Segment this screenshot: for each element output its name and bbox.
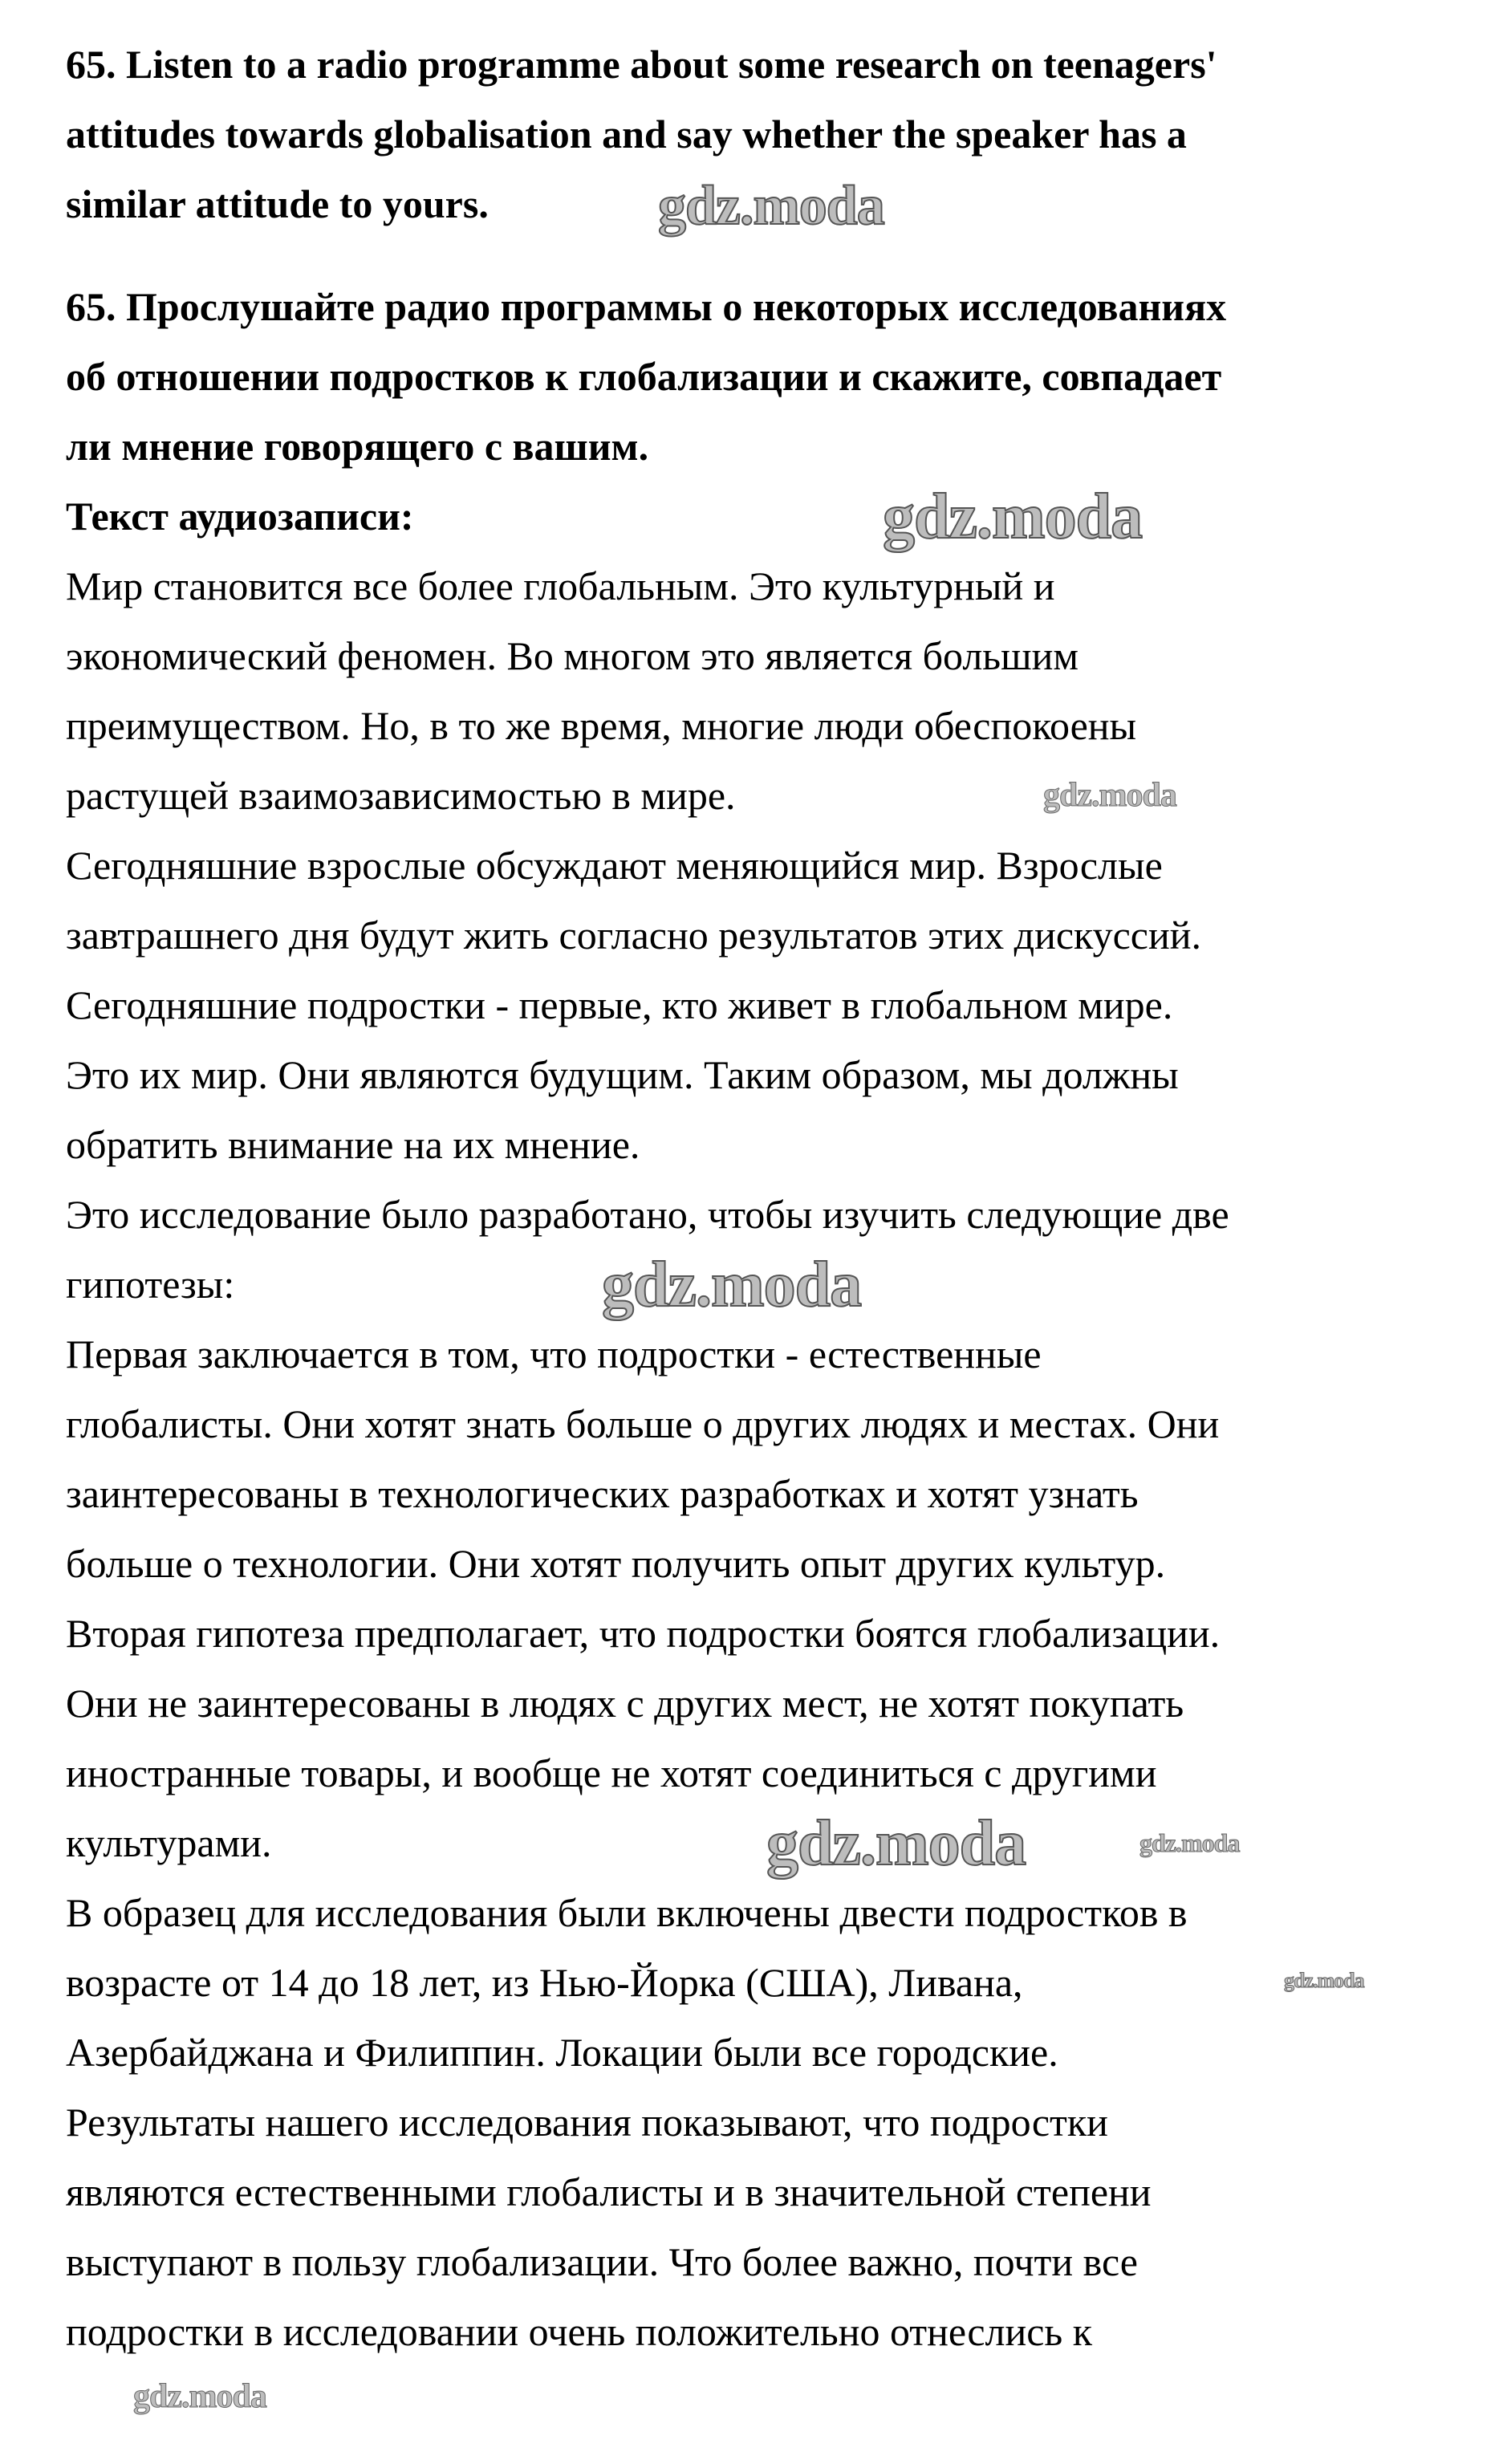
watermark: gdz.moda	[602, 1250, 862, 1320]
transcript-line: Это исследование было разработано, чтобы изучить следующие две	[66, 1192, 1229, 1237]
transcript-line: больше о технологии. Они хотят получить опыт других культур.	[66, 1541, 1166, 1586]
transcript-line: преимуществом. Но, в то же время, многие люди обеспокоены	[66, 703, 1137, 748]
task-en-line: similar attitude to yours.	[66, 181, 489, 226]
transcript-line: иностранные товары, и вообще не хотят соединиться с другими	[66, 1750, 1157, 1795]
transcript-heading: Текст аудиозаписи:	[66, 494, 414, 539]
transcript-line: экономический феномен. Во многом это является большим	[66, 633, 1079, 678]
watermark: gdz.moda	[1284, 1969, 1364, 1992]
watermark: gdz.moda	[133, 2378, 266, 2415]
transcript-line: гипотезы:	[66, 1262, 235, 1307]
transcript-line: заинтересованы в технологических разработках и хотят узнать	[66, 1471, 1139, 1516]
transcript-line: Мир становится все более глобальным. Это культурный и	[66, 563, 1055, 608]
document-page	[66, 30, 1229, 2367]
watermark: gdz.moda	[1043, 777, 1176, 814]
transcript-line: Первая заключается в том, что подростки - естественные	[66, 1332, 1042, 1376]
transcript-line: завтрашнего дня будут жить согласно результатов этих дискуссий.	[66, 913, 1202, 958]
transcript-line: В образец для исследования были включены двести подростков в	[66, 1890, 1188, 1935]
transcript-line: являются естественными глобалисты и в значительной степени	[66, 2169, 1152, 2214]
watermark: gdz.moda	[766, 1808, 1026, 1879]
transcript-line: Сегодняшние взрослые обсуждают меняющийся мир. Взрослые	[66, 843, 1163, 888]
transcript-line: Результаты нашего исследования показывают, что подростки	[66, 2100, 1108, 2145]
task-ru-line: ли мнение говорящего с вашим.	[66, 424, 649, 469]
transcript-line: глобалисты. Они хотят знать больше о других людях и местах. Они	[66, 1401, 1220, 1446]
watermark: gdz.moda	[883, 482, 1143, 552]
transcript-line: подростки в исследовании очень положительно отнеслись к	[66, 2309, 1093, 2354]
transcript-line: Вторая гипотеза предполагает, что подростки боятся глобализации.	[66, 1611, 1221, 1656]
transcript-line: Сегодняшние подростки - первые, кто живет в глобальном мире.	[66, 982, 1173, 1027]
task-ru-line: об отношении подростков к глобализации и скажите, совпадает	[66, 354, 1222, 399]
watermark: gdz.moda	[1139, 1828, 1240, 1857]
transcript-line: выступают в пользу глобализации. Что более важно, почти все	[66, 2239, 1138, 2284]
task-ru-line: 65. Прослушайте радио программы о некоторых исследованиях	[66, 284, 1227, 329]
transcript-line: культурами.	[66, 1820, 272, 1865]
watermark: gdz.moda	[658, 175, 884, 237]
transcript-line: Они не заинтересованы в людях с других мест, не хотят покупать	[66, 1681, 1184, 1726]
transcript-line: Азербайджана и Филиппин. Локации были все городские.	[66, 2030, 1058, 2075]
transcript-line: Это их мир. Они являются будущим. Таким образом, мы должны	[66, 1052, 1179, 1097]
task-en-line: attitudes towards globalisation and say whether the speaker has a	[66, 112, 1187, 157]
transcript-line: обратить внимание на их мнение.	[66, 1122, 640, 1167]
transcript-line: растущей взаимозависимостью в мире.	[66, 773, 736, 818]
task-en-line: 65. Listen to a radio programme about some research on teenagers'	[66, 42, 1217, 87]
transcript-line: возрасте от 14 до 18 лет, из Нью-Йорка (США), Ливана,	[66, 1960, 1023, 2005]
transcript-body	[66, 551, 1229, 2367]
